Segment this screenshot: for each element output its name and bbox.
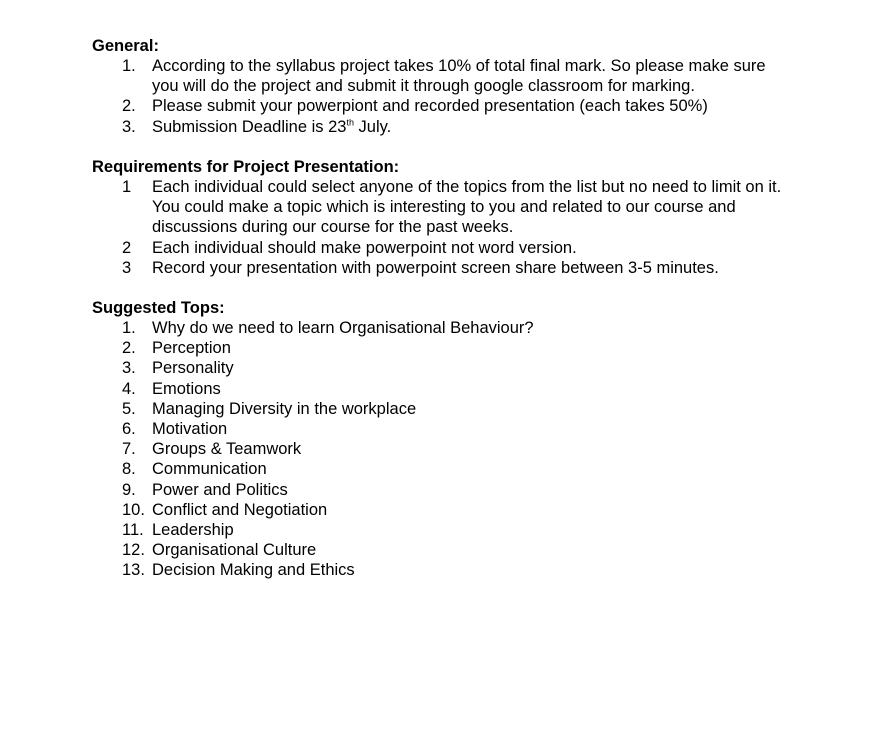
topic-number: 3. — [122, 359, 136, 378]
topic-text: Power and Politics — [152, 480, 288, 499]
general-heading: General: — [92, 37, 159, 55]
topic-item — [92, 459, 792, 479]
list-item-text: According to the syllabus project takes 10% of total final mark. So please make sure you will do the project and submit it through google classroom for marking. — [152, 57, 766, 96]
requirements-list — [92, 177, 792, 278]
list-item-text: Each individual should make powerpoint not word version. — [152, 238, 577, 257]
list-item-text: Record your presentation with powerpoint screen share between 3-5 minutes. — [152, 258, 719, 277]
requirements-section — [92, 157, 792, 278]
topic-number: 7. — [122, 440, 136, 459]
topic-item — [92, 399, 792, 419]
topic-text: Groups & Teamwork — [152, 440, 302, 459]
requirements-heading: Requirements for Project Presentation: — [92, 158, 400, 176]
topic-item — [92, 540, 792, 560]
topic-item — [92, 520, 792, 540]
topic-number: 6. — [122, 420, 136, 439]
deadline-ordinal-suffix: th — [346, 117, 354, 128]
topic-number: 8. — [122, 460, 136, 479]
topic-text: Decision Making and Ethics — [152, 561, 355, 580]
topic-item — [92, 480, 792, 500]
list-item-number: 3 — [122, 258, 132, 277]
topics-heading: Suggested Tops: — [92, 299, 225, 317]
list-item-number: 3. — [122, 117, 136, 136]
topic-item — [92, 338, 792, 358]
topic-text: Why do we need to learn Organisational Behaviour? — [152, 319, 534, 337]
topics-list — [92, 318, 792, 581]
list-item-number: 2 — [122, 238, 132, 257]
topic-number: 9. — [122, 480, 136, 499]
list-item — [92, 258, 792, 278]
topics-section — [92, 298, 792, 581]
list-item-number: 1 — [122, 178, 132, 196]
topic-number: 13. — [122, 561, 145, 580]
list-item-text: Please submit your powerpiont and recorded presentation (each takes 50%) — [152, 97, 708, 116]
topic-item — [92, 379, 792, 399]
topic-text: Managing Diversity in the workplace — [152, 399, 417, 418]
list-item — [92, 238, 792, 258]
topic-item — [92, 419, 792, 439]
topic-text: Perception — [152, 339, 231, 358]
topic-text: Organisational Culture — [152, 541, 317, 560]
list-item-number: 2. — [122, 97, 136, 116]
list-item — [92, 117, 792, 137]
topic-number: 12. — [122, 541, 145, 560]
topic-text: Personality — [152, 359, 234, 378]
topic-text: Motivation — [152, 420, 228, 439]
topic-text: Emotions — [152, 379, 221, 398]
topic-item — [92, 439, 792, 459]
list-item — [92, 177, 792, 238]
topic-number: 2. — [122, 339, 136, 358]
topic-item — [92, 358, 792, 378]
list-item — [92, 96, 792, 116]
list-item-text — [152, 117, 788, 137]
topic-text: Conflict and Negotiation — [152, 500, 328, 519]
list-item-text: Each individual could select anyone of the topics from the list but no need to limit on it. You could make a topic which is interesting to you and related to our course and discussions during our course for the past weeks. — [152, 178, 782, 237]
general-list — [92, 56, 792, 137]
general-section — [92, 36, 792, 137]
topic-number: 11. — [122, 521, 144, 540]
topic-number: 5. — [122, 399, 136, 418]
topic-item — [92, 318, 792, 338]
topic-item — [92, 500, 792, 520]
topic-item — [92, 560, 792, 580]
topic-text: Leadership — [152, 521, 234, 540]
list-item-number: 1. — [122, 57, 136, 75]
topic-text: Communication — [152, 460, 267, 479]
list-item — [92, 56, 792, 96]
topic-number: 1. — [122, 319, 136, 337]
deadline-text-before: Submission Deadline is 23 — [152, 117, 347, 136]
topic-number: 4. — [122, 379, 136, 398]
deadline-text-after: July. — [353, 117, 392, 136]
topic-number: 10. — [122, 500, 145, 519]
